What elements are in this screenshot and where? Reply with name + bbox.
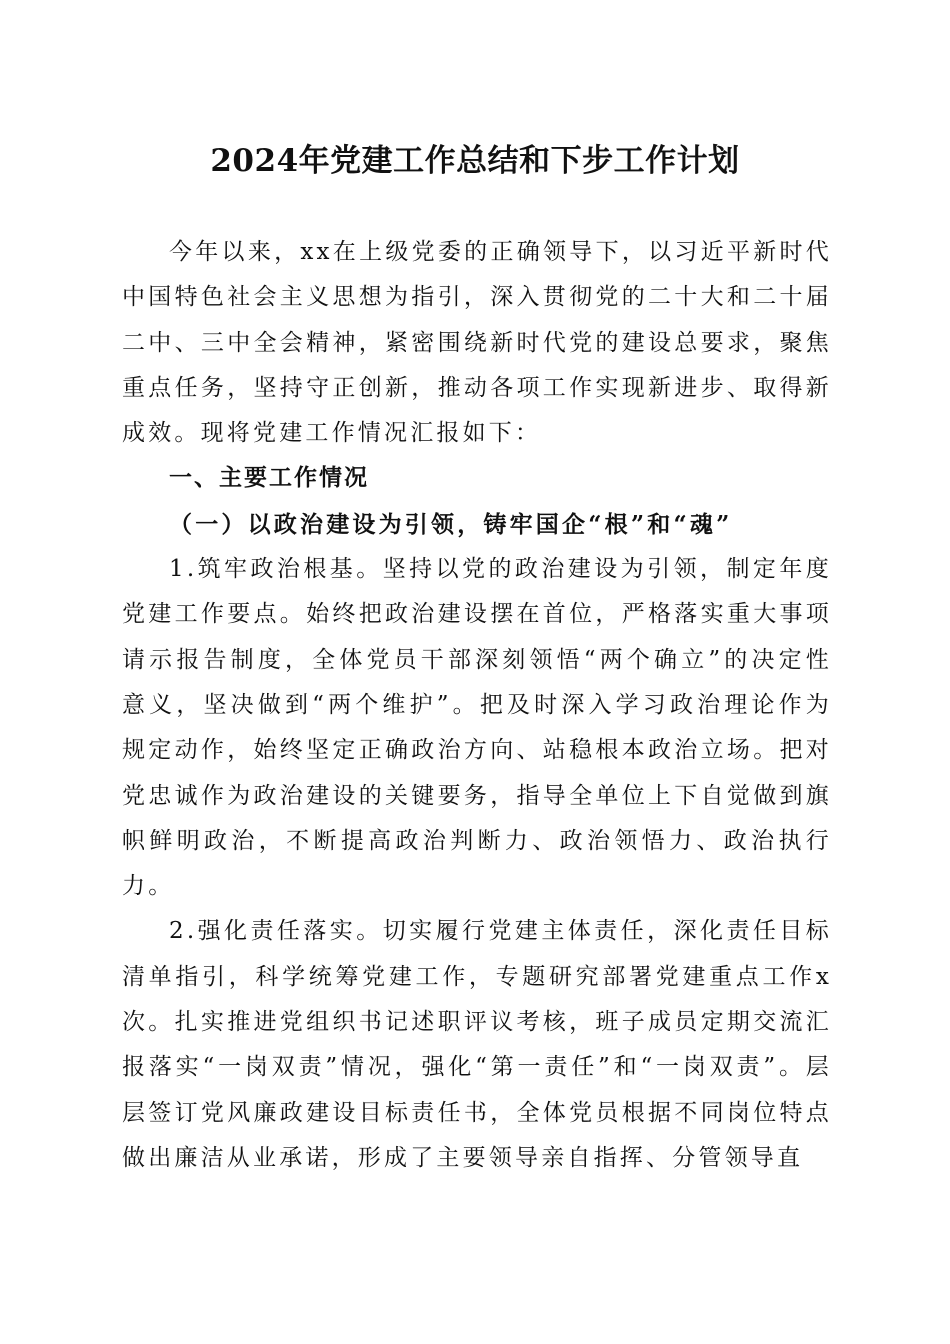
paragraph-responsibility: 2.强化责任落实。切实履行党建主体责任，深化责任目标清单指引，科学统筹党建工作，专题研究部署党建重点工作x次。扎实推进党组织书记述职评议考核，班子成员定期交流汇报落实“一岗双责”情况，强化“第一责任”和“一岗双责”。层层签订党风廉政建设目标责任书，全体党员根据不同岗位特点做出廉洁从业承诺，形成了主要领导亲自指挥、分管领导直 — [122, 918, 832, 1171]
document-body — [122, 230, 832, 1181]
subsection-heading: （一）以政治建设为引领，铸牢国企“根”和“魂” — [169, 510, 733, 538]
section-heading: 一、主要工作情况 — [169, 465, 369, 492]
paragraph-political-foundation: 1.筑牢政治根基。坚持以党的政治建设为引领，制定年度党建工作要点。始终把政治建设摆在首位，严格落实重大事项请示报告制度，全体党员干部深刻领悟“两个确立”的决定性意义，坚决做到“两个维护”。把及时深入学习政治理论作为规定动作，始终坚定正确政治方向、站稳根本政治立场。把对党忠诚作为政治建设的关键要务，指导全单位上下自觉做到旗帜鲜明政治，不断提高政治判断力、政治领悟力、政治执行力。 — [122, 556, 832, 900]
intro-paragraph: 今年以来，xx在上级党委的正确领导下，以习近平新时代中国特色社会主义思想为指引，深入贯彻党的二十大和二十届二中、三中全会精神，紧密围绕新时代党的建设总要求，聚焦重点任务，坚持守正创新，推动各项工作实现新进步、取得新成效。现将党建工作情况汇报如下： — [122, 239, 832, 447]
document-title: 2024年党建工作总结和下步工作计划 — [210, 143, 740, 179]
